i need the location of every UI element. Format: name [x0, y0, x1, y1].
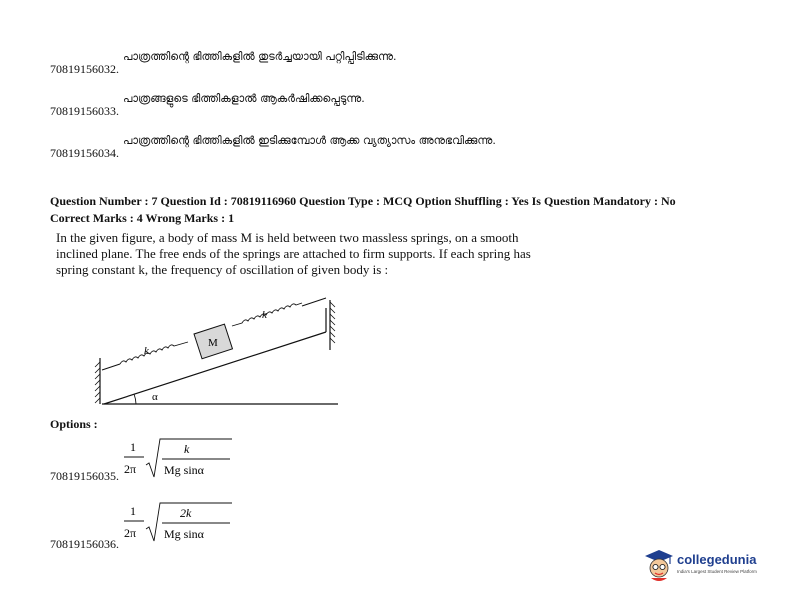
- logo-tagline: India's Largest Student Review Platform: [677, 569, 757, 574]
- question-text: [56, 230, 596, 278]
- radical-numerator: k: [184, 442, 190, 456]
- prev-option-text: പാത്രത്തിന്റെ ഭിത്തികളിൽ തുടർച്ചയായി പറ്റിപ്പിടിക്കുന്നു.: [123, 50, 397, 63]
- mass-label: M: [208, 337, 218, 349]
- question-line: In the given figure, a body of mass M is held between two massless springs, on a smooth: [56, 230, 519, 245]
- spring-left-label: k: [144, 345, 149, 357]
- prev-option-id: 70819156034.: [50, 146, 119, 160]
- prev-option-id: 70819156033.: [50, 104, 119, 118]
- prev-option-text: പാത്രത്തിന്റെ ഭിത്തികളിൽ ഇടിക്കുമ്പോൾ ആക്ക വ്യത്യാസം അനുഭവിക്കുന്നു.: [123, 134, 496, 147]
- question-line: spring constant k, the frequency of oscillation of given body is :: [56, 262, 389, 277]
- options-label: Options :: [50, 417, 98, 431]
- question-meta: Question Number : 7 Question Id : 70819116960 Question Type : MCQ Option Shuffling : Yes Is Question Mandatory : No: [50, 194, 676, 208]
- option-formula: [122, 501, 242, 551]
- spring-right-label: k: [262, 309, 267, 321]
- fraction-denominator: 2π: [124, 462, 137, 476]
- fraction-numerator: 1: [130, 504, 136, 518]
- right-spring: [232, 303, 302, 326]
- option-id: 70819156035.: [50, 469, 119, 483]
- fraction-denominator: 2π: [124, 526, 137, 540]
- option-35[interactable]: [50, 437, 250, 487]
- left-wall-hatch: [95, 362, 100, 403]
- option-id: 70819156036.: [50, 537, 119, 551]
- radical-denominator: Mg sinα: [164, 527, 204, 541]
- question-marks: Correct Marks : 4 Wrong Marks : 1: [50, 211, 235, 225]
- radical-numerator: 2k: [180, 506, 192, 520]
- radical-denominator: Mg sinα: [164, 463, 204, 477]
- inclined-plane-figure: [90, 290, 350, 410]
- prev-option-text: പാത്രങ്ങളുടെ ഭിത്തികളാൽ ആകർഷിക്കപ്പെടുന്നു.: [123, 92, 365, 105]
- student-mascot-icon: [643, 548, 675, 582]
- right-spring-anchor: [302, 298, 326, 306]
- prev-option-id: 70819156032.: [50, 62, 119, 76]
- collegedunia-logo[interactable]: [643, 548, 763, 582]
- right-wall-hatch: [330, 302, 335, 343]
- logo-name: collegedunia: [677, 552, 757, 567]
- left-spring: [120, 342, 188, 364]
- option-formula: [122, 437, 242, 487]
- angle-label: α: [152, 391, 158, 403]
- fraction-numerator: 1: [130, 440, 136, 454]
- question-line: inclined plane. The free ends of the springs are attached to firm supports. If each spring has: [56, 246, 531, 261]
- option-36[interactable]: [50, 501, 250, 551]
- angle-arc: [134, 394, 136, 404]
- left-spring-anchor: [102, 364, 120, 370]
